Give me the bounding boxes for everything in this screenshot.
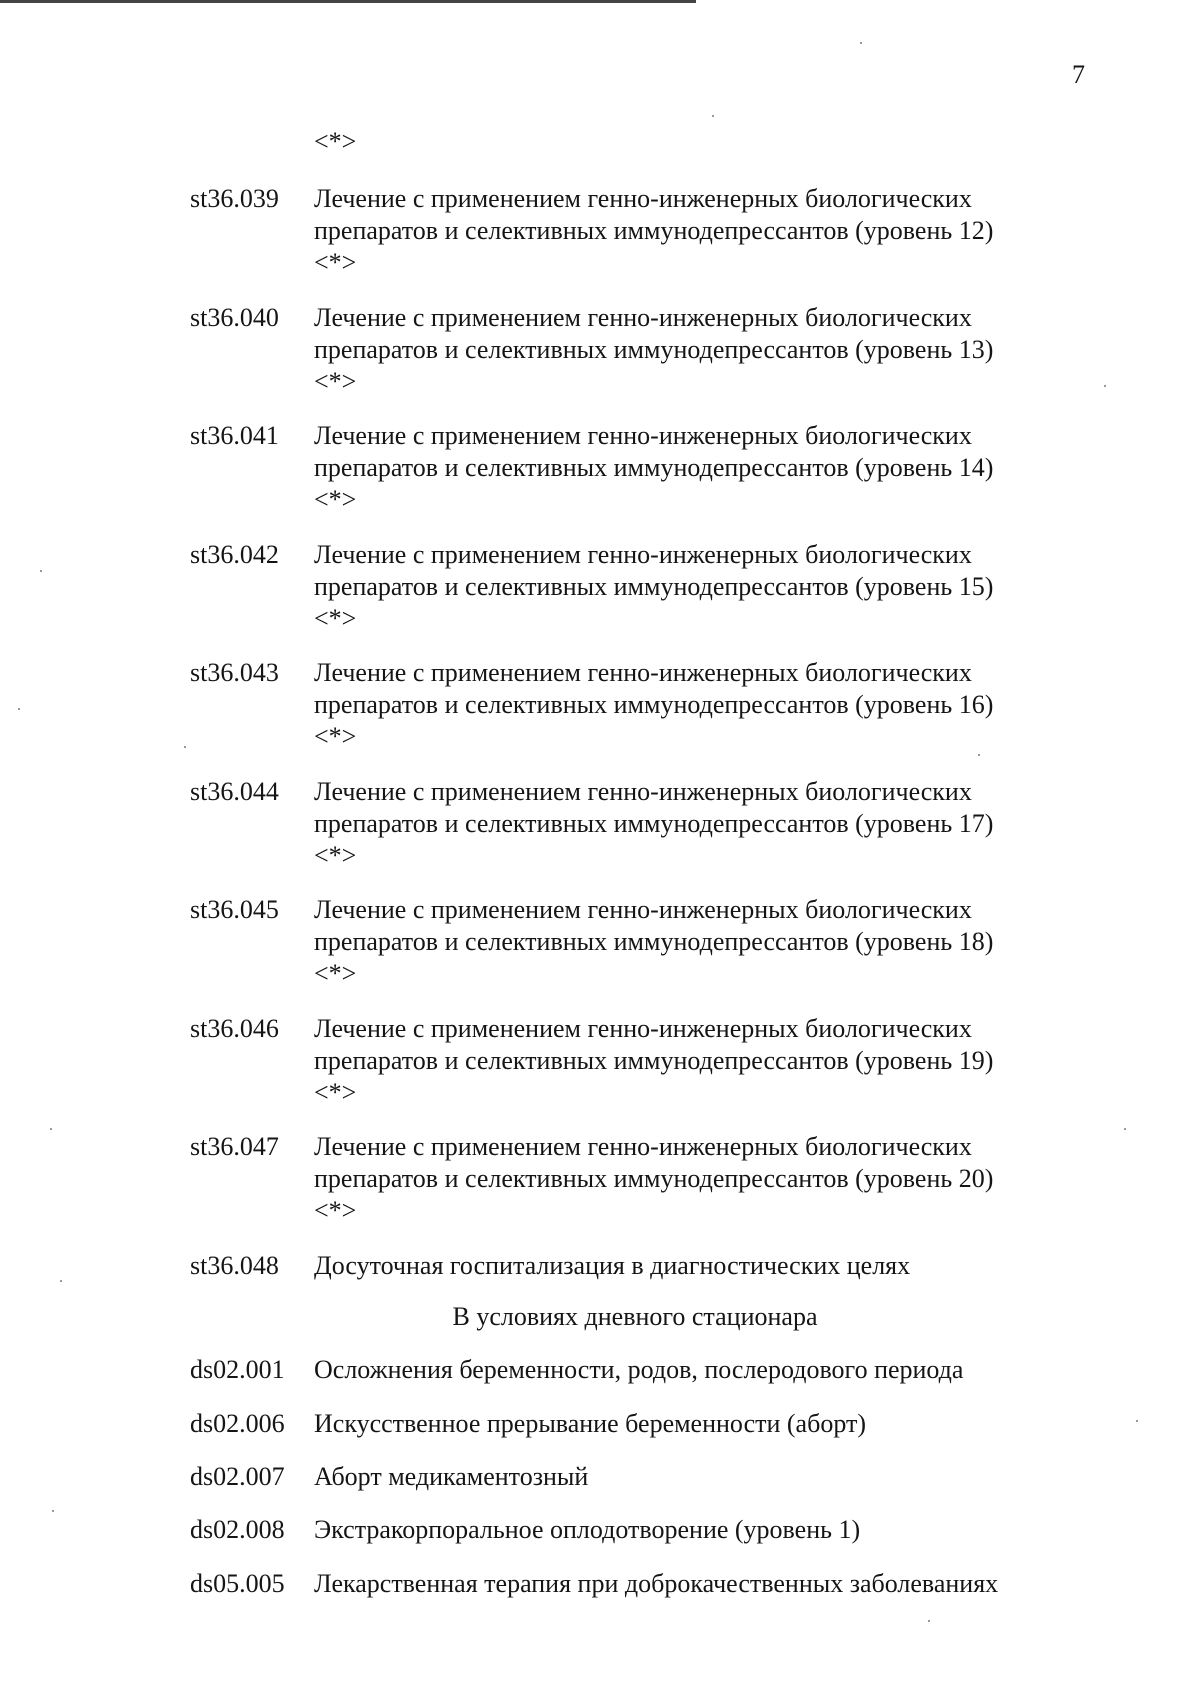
item-code: st36.048 (190, 1251, 279, 1280)
item-description (314, 894, 1114, 990)
item-description (314, 1013, 1114, 1109)
description-line: препаратов и селективных иммунодепрессантов (уровень 19) (314, 1046, 994, 1075)
item-description (314, 1131, 1114, 1227)
scan-speck (712, 115, 714, 117)
description-line: препаратов и селективных иммунодепрессантов (уровень 20) (314, 1164, 994, 1193)
scan-speck (1104, 385, 1106, 387)
description-line: <*> (314, 1078, 357, 1107)
item-code: ds05.005 (190, 1569, 285, 1598)
description-line: <*> (314, 248, 357, 277)
item-description (314, 1514, 1114, 1546)
description-line: Аборт медикаментозный (314, 1462, 589, 1491)
item-description (314, 302, 1114, 398)
description-line: <*> (314, 604, 357, 633)
scan-speck (40, 570, 42, 572)
scan-speck (18, 708, 20, 710)
item-description (314, 776, 1114, 872)
section-title: В условиях дневного стационара (452, 1302, 818, 1331)
item-code: st36.039 (190, 184, 279, 213)
page-number: 7 (1072, 60, 1085, 89)
description-line: Лечение с применением генно-инженерных биологических (314, 540, 972, 569)
item-code: st36.046 (190, 1014, 279, 1043)
description-line: <*> (314, 1196, 357, 1225)
description-line: <*> (314, 722, 357, 751)
item-code: ds02.001 (190, 1355, 285, 1384)
description-line: <*> (314, 485, 357, 514)
scan-speck (50, 1128, 52, 1130)
item-code: st36.042 (190, 540, 279, 569)
item-description (314, 1250, 1114, 1282)
item-code: st36.044 (190, 777, 279, 806)
item-code: ds02.006 (190, 1409, 285, 1438)
description-line: препаратов и селективных иммунодепрессантов (уровень 16) (314, 690, 994, 719)
description-line: Лечение с применением генно-инженерных биологических (314, 895, 972, 924)
scan-speck (860, 42, 862, 44)
description-line: Искусственное прерывание беременности (аборт) (314, 1409, 866, 1438)
description-line: препаратов и селективных иммунодепрессантов (уровень 14) (314, 453, 994, 482)
scan-speck (1136, 1420, 1138, 1422)
description-line: Лечение с применением генно-инженерных биологических (314, 1132, 972, 1161)
description-line: Лечение с применением генно-инженерных биологических (314, 184, 972, 213)
description-line: препаратов и селективных иммунодепрессантов (уровень 12) (314, 216, 994, 245)
item-description (314, 1568, 1114, 1600)
item-description (314, 183, 1114, 279)
description-line: Осложнения беременности, родов, послеродового периода (314, 1355, 964, 1384)
description-line: препаратов и селективных иммунодепрессантов (уровень 18) (314, 927, 994, 956)
description-line: препаратов и селективных иммунодепрессантов (уровень 15) (314, 572, 994, 601)
item-description (314, 1461, 1114, 1493)
scan-speck (60, 1280, 62, 1282)
description-line: Лечение с применением генно-инженерных биологических (314, 421, 972, 450)
description-line: Лечение с применением генно-инженерных биологических (314, 777, 972, 806)
item-code: st36.043 (190, 658, 279, 687)
item-description (314, 420, 1114, 516)
description-line: Лечение с применением генно-инженерных биологических (314, 303, 972, 332)
continuation-note: <*> (314, 127, 357, 156)
scan-speck (184, 746, 186, 748)
scan-speck (978, 754, 980, 756)
item-code: st36.041 (190, 421, 279, 450)
description-line: Лекарственная терапия при доброкачественных заболеваниях (314, 1569, 999, 1598)
description-line: Лечение с применением генно-инженерных биологических (314, 1014, 972, 1043)
description-line: <*> (314, 959, 357, 988)
description-line: препаратов и селективных иммунодепрессантов (уровень 13) (314, 335, 994, 364)
description-line: препаратов и селективных иммунодепрессантов (уровень 17) (314, 809, 994, 838)
item-description (314, 657, 1114, 753)
scan-speck (52, 1510, 54, 1512)
item-code: ds02.008 (190, 1515, 285, 1544)
scan-speck (928, 1620, 930, 1622)
description-line: Досуточная госпитализация в диагностических целях (314, 1251, 911, 1280)
item-code: ds02.007 (190, 1462, 285, 1491)
item-code: st36.045 (190, 895, 279, 924)
description-line: Экстракорпоральное оплодотворение (уровень 1) (314, 1515, 861, 1544)
item-code: st36.040 (190, 303, 279, 332)
item-code: st36.047 (190, 1132, 279, 1161)
item-description (314, 539, 1114, 635)
description-line: <*> (314, 367, 357, 396)
item-description (314, 1354, 1114, 1386)
scan-speck (1124, 1128, 1126, 1130)
item-description (314, 1408, 1114, 1440)
description-line: <*> (314, 841, 357, 870)
description-line: Лечение с применением генно-инженерных биологических (314, 658, 972, 687)
